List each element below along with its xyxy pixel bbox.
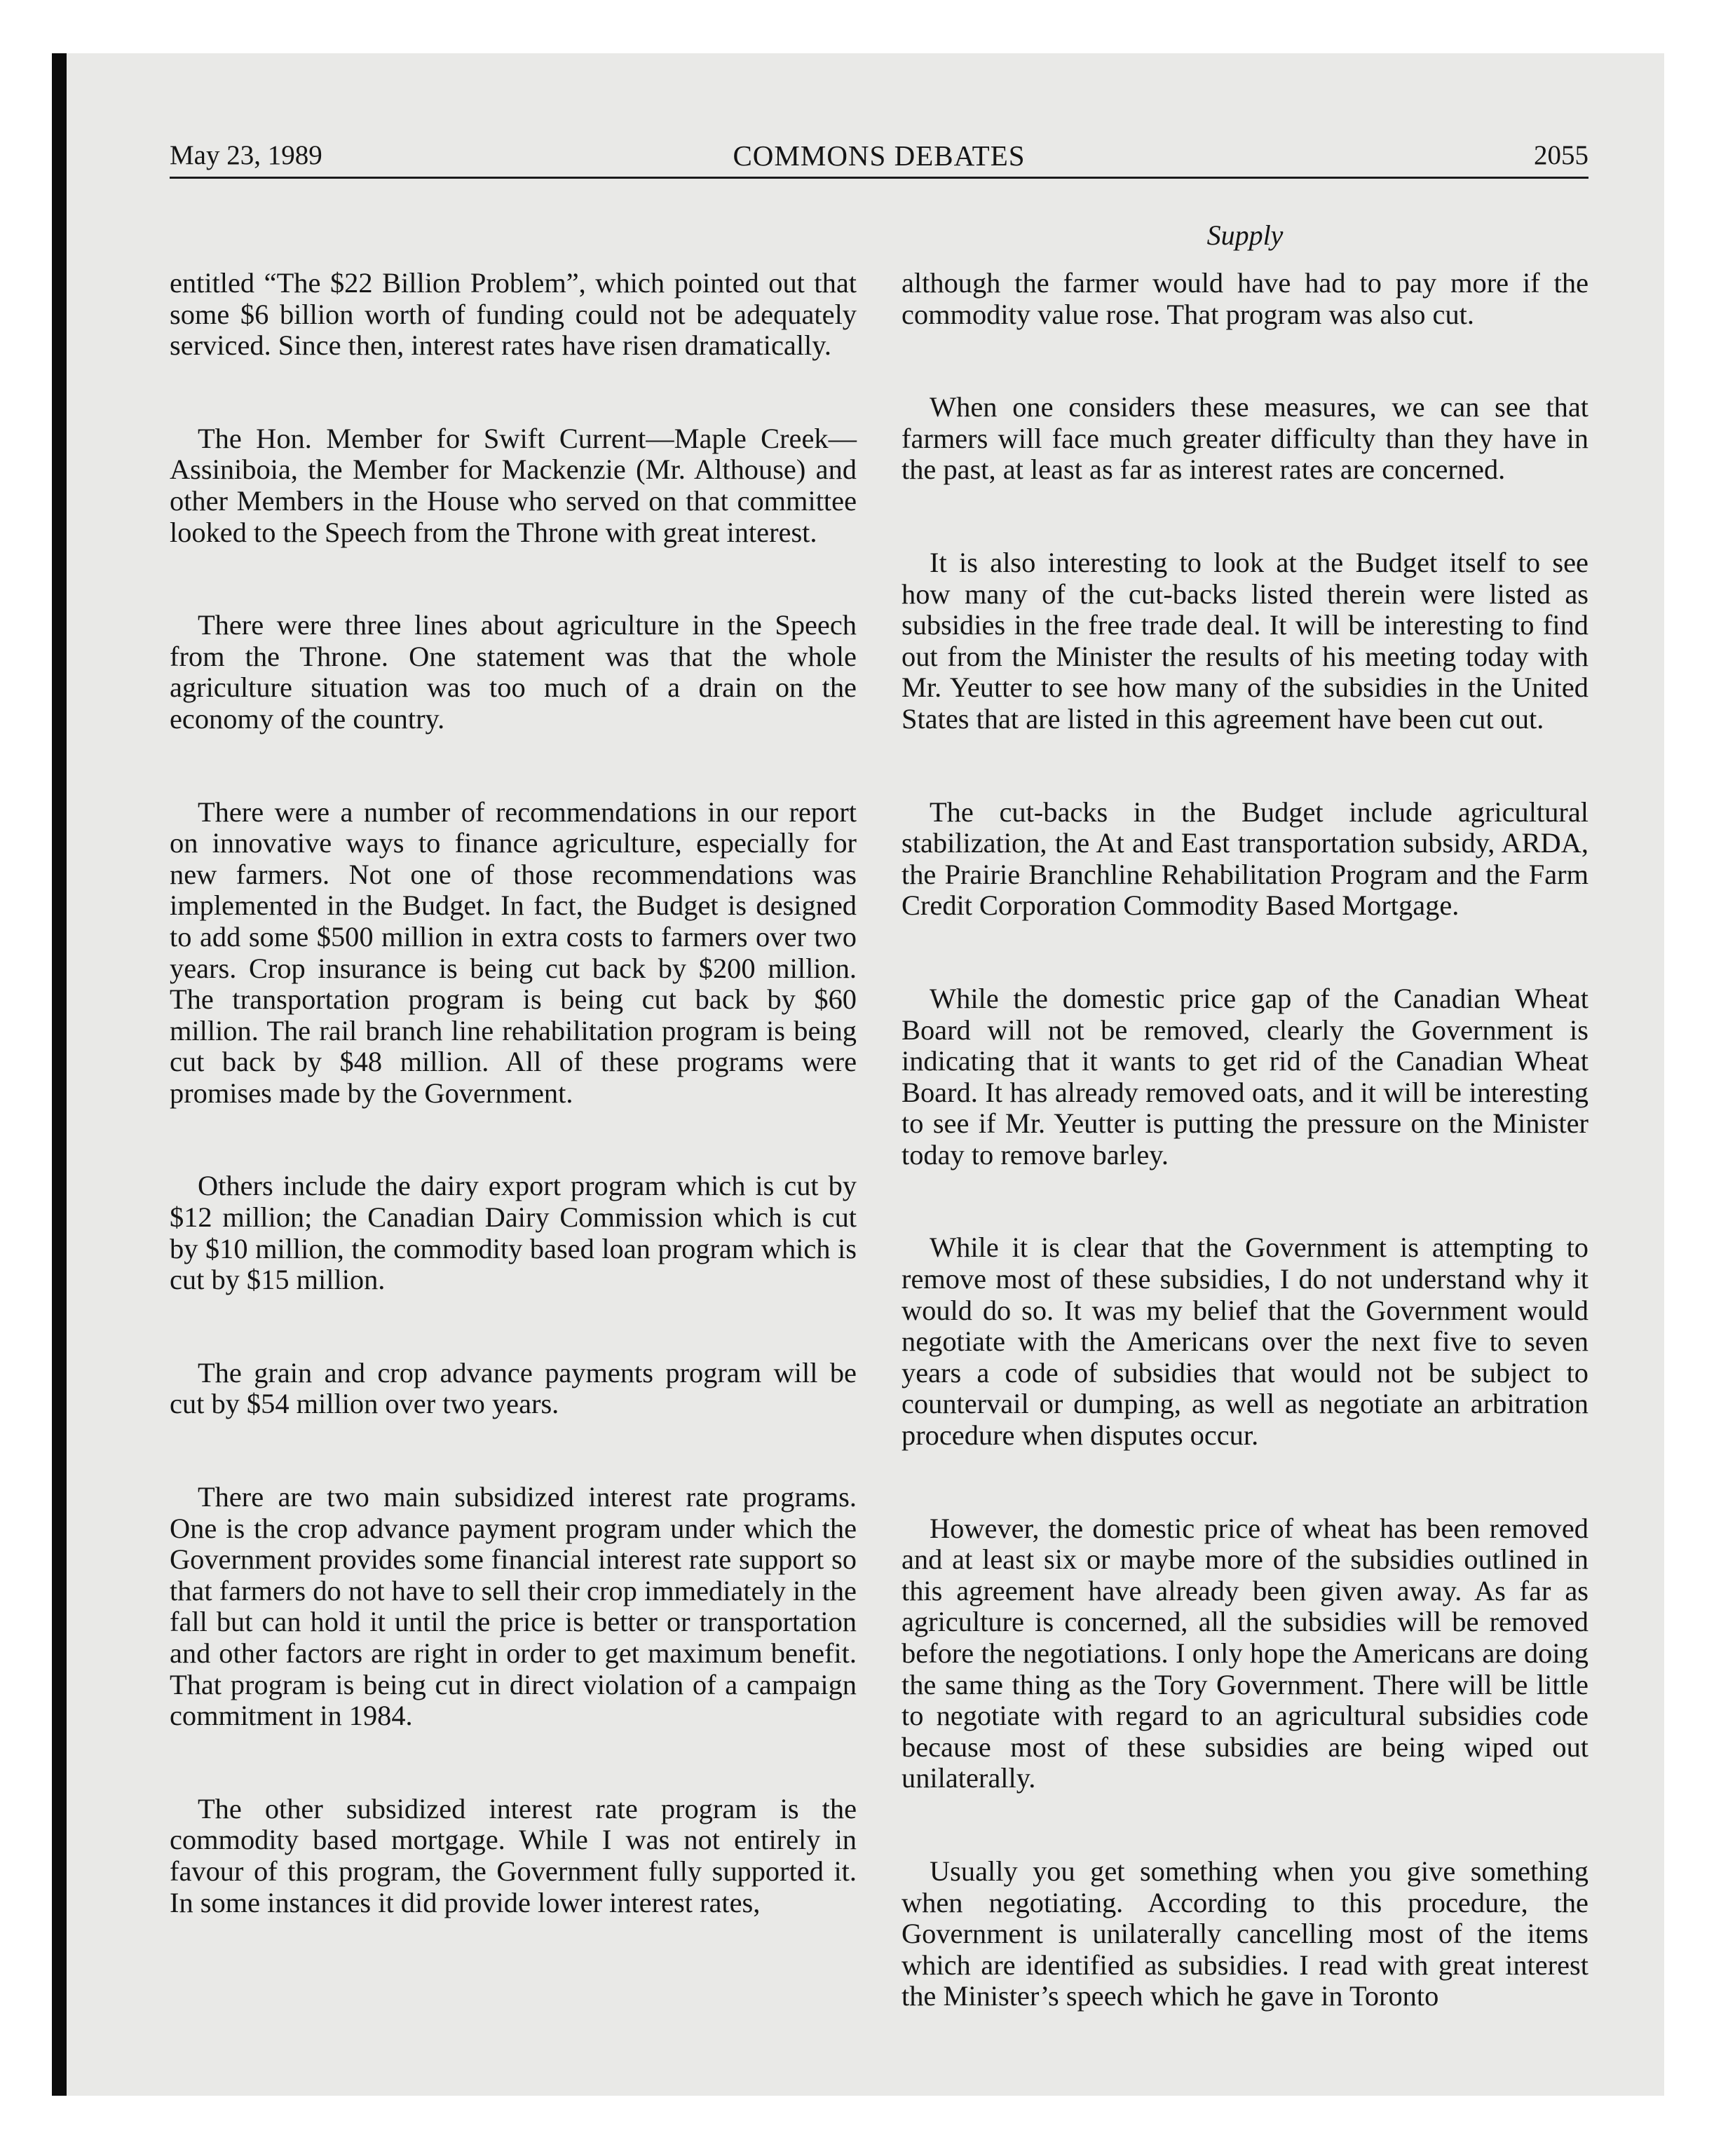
header-title: COMMONS DEBATES bbox=[733, 139, 1026, 172]
paragraph: When one considers these measures, we can see that farmers will face much greater difficulty than they have in the past, at least as far as interest rates are concerned. bbox=[901, 391, 1588, 486]
section-title: Supply bbox=[1206, 219, 1284, 251]
header-rule bbox=[170, 177, 1588, 179]
paragraph: It is also interesting to look at the Budget itself to see how many of the cut-backs listed therein were listed as subsidies in the free trade deal. It will be interesting to find out from the Minister the results of his meeting today with Mr. Yeutter to see how many of the subsidies in the United States that are listed in this agreement have been cut out. bbox=[901, 546, 1588, 735]
paragraph: The cut-backs in the Budget include agricultural stabilization, the At and East transportation subsidy, ARDA, the Prairie Branchline Rehabilitation Program and the Farm Credit Corporation Commodity Based Mortgage. bbox=[901, 796, 1588, 922]
header-date: May 23, 1989 bbox=[170, 140, 322, 170]
paragraph: There are two main subsidized interest rate programs. One is the crop advance payment program under which the Government provides some financial interest rate support so that farmers do not have to sell their crop immediately in the fall but can hold it until the price is better or transportation and other factors are right in order to get maximum benefit. That program is being cut in direct violation of a campaign commitment in 1984. bbox=[170, 1481, 857, 1732]
scan-edge-shadow bbox=[52, 53, 67, 2096]
paragraph: While the domestic price gap of the Canadian Wheat Board will not be removed, clearly the Government is indicating that it wants to get rid of the Canadian Wheat Board. It has already removed oats, and it will be interesting to see if Mr. Yeutter is putting the pressure on the Minister today to remove barley. bbox=[901, 982, 1588, 1171]
paragraph: However, the domestic price of wheat has been removed and at least six or maybe more of the subsidies outlined in this agreement have already been given away. As far as agriculture is concerned, all the subsidies will be removed before the negotiations. I only hope the Americans are doing the same thing as the Tory Government. There will be little to negotiate with regard to an agricultural subsidies code because most of these subsidies are being wiped out unilaterally. bbox=[901, 1512, 1588, 1794]
left-column bbox=[170, 268, 857, 1980]
paragraph: The other subsidized interest rate program is the commodity based mortgage. While I was not entirely in favour of this program, the Government fully supported it. In some instances it did provide lower interest rates, bbox=[170, 1792, 857, 1918]
paragraph: While it is clear that the Government is attempting to remove most of these subsidies, I do not understand why it would do so. It was my belief that the Government would negotiate with the Americans over the next five to seven years a code of subsidies that would not be subject to countervail or dumping, as well as negotiate an arbitration procedure when disputes occur. bbox=[901, 1231, 1588, 1452]
page-header bbox=[170, 139, 1588, 175]
paragraph: There were a number of recommendations in our report on innovative ways to finance agriculture, especially for new farmers. Not one of those recommendations was implemented in the Budget. In fact, the Budget is designed to add some $500 million in extra costs to farmers over two years. Crop insurance is being cut back by $200 million. The transportation program is being cut back by $60 million. The rail branch line rehabilitation program is being cut back by $48 million. All of these programs were promises made by the Government. bbox=[170, 796, 857, 1109]
paragraph: There were three lines about agriculture in the Speech from the Throne. One statement was that the whole agriculture situation was too much of a drain on the economy of the country. bbox=[170, 609, 857, 735]
paragraph: Others include the dairy export program which is cut by $12 million; the Canadian Dairy Commission which is cut by $10 million, the commodity based loan program which is cut by $15 million. bbox=[170, 1170, 857, 1296]
right-column bbox=[901, 268, 1588, 2074]
paragraph: entitled “The $22 Billion Problem”, which pointed out that some $6 billion worth of funding could not be adequately serviced. Since then, interest rates have risen dramatically. bbox=[170, 267, 857, 362]
paragraph: The grain and crop advance payments program will be cut by $54 million over two years. bbox=[170, 1356, 857, 1420]
header-page-number: 2055 bbox=[1534, 140, 1588, 170]
paragraph: The Hon. Member for Swift Current—Maple Creek—Assiniboia, the Member for Mackenzie (Mr. Althouse) and other Members in the House who served on that committee looked to the Speech from the Throne with great interest. bbox=[170, 422, 857, 548]
paragraph: although the farmer would have had to pay more if the commodity value rose. That program was also cut. bbox=[901, 267, 1588, 330]
paragraph: Usually you get something when you give something when negotiating. According to this procedure, the Government is unilaterally cancelling most of the items which are identified as subsidies. I read with great interest the Minister’s speech which he gave in Toronto bbox=[901, 1855, 1588, 2012]
